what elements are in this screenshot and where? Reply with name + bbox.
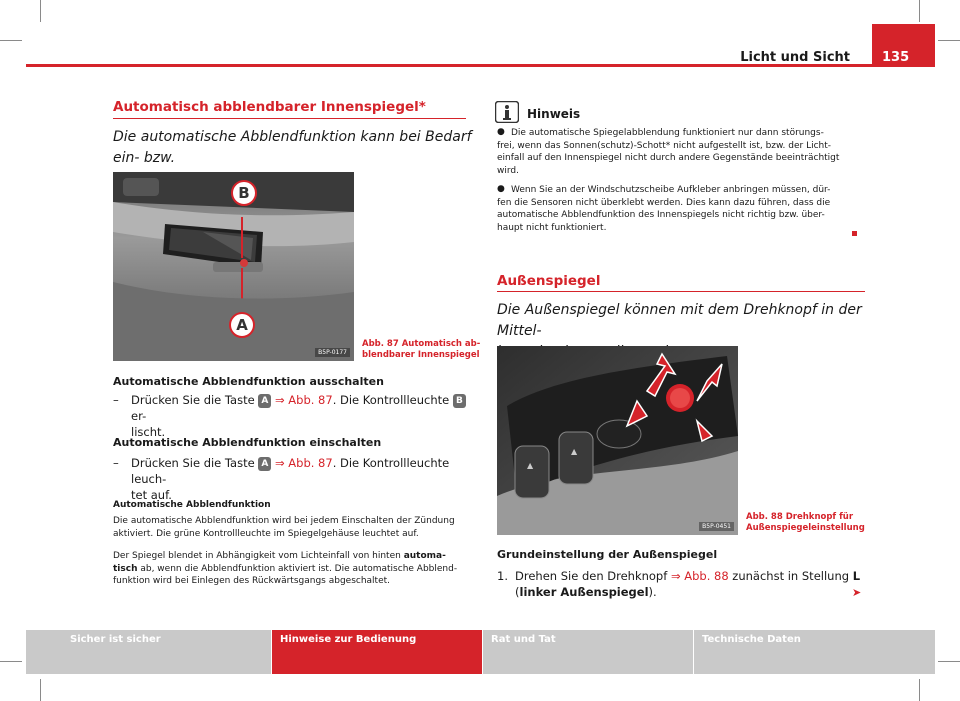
lead-line: Die Außenspiegel können mit dem Drehknopf in der Mittel-: [497, 302, 862, 339]
step-text: Drehen Sie den Drehknopf: [515, 569, 671, 583]
info-paragraph-2: [113, 550, 478, 588]
figure-link[interactable]: ⇒ Abb. 88: [670, 569, 729, 583]
callout-a: A: [229, 312, 255, 338]
note-line: Wenn Sie an der Windschutzscheibe Aufkleber anbringen müssen, dür-: [511, 185, 831, 195]
figure-caption-87: [362, 339, 480, 361]
note-line: frei, wenn das Sonnen(schutz)-Schott* nicht aufgestellt ist, bzw. der Licht-: [497, 140, 832, 151]
crop-mark: [938, 661, 960, 662]
heading-ausschalten: Automatische Abblendfunktion ausschalten: [113, 375, 384, 388]
step-1: [515, 568, 865, 600]
step-ausschalten: [131, 392, 471, 440]
section-rule: [113, 118, 466, 119]
step-text: Drücken Sie die Taste: [131, 393, 259, 407]
note-title: Hinweis: [527, 107, 581, 121]
heading-einschalten: Automatische Abblendfunktion einschalten: [113, 436, 382, 449]
footer-tab-bedienung[interactable]: Hinweise zur Bedienung: [272, 630, 482, 674]
key-a: A: [258, 394, 271, 408]
chapter-title: Licht und Sicht: [740, 50, 850, 65]
note-line: automatische Abblendfunktion des Innenspiegels nicht richtig bzw. über-: [497, 210, 825, 221]
section-title-innenspiegel: Automatisch abblendbarer Innenspiegel*: [113, 99, 426, 115]
crop-mark: [40, 0, 41, 22]
step-text: er-: [131, 409, 147, 423]
info-bold: automa-: [403, 551, 446, 561]
continue-arrow-icon: ➤: [852, 586, 862, 599]
step-text: zunächst in Stellung: [728, 569, 853, 583]
step-dash: –: [113, 393, 119, 407]
section-title-aussenspiegel: Außenspiegel: [497, 273, 601, 289]
step-text: Drücken Sie die Taste: [131, 456, 259, 470]
section-rule: [497, 291, 865, 292]
step-dash: –: [113, 456, 119, 470]
svg-text:▲: ▲: [571, 447, 578, 456]
step-text: . Die Kontrollleuchte: [332, 393, 453, 407]
caption-line: Außenspiegeleinstellung: [746, 523, 865, 533]
svg-text:▲: ▲: [527, 461, 534, 470]
bullet: ●: [497, 184, 505, 194]
info-icon: [495, 101, 519, 123]
crop-mark: [919, 0, 920, 22]
info-line: funktion wird bei Einlegen des Rückwärtsgangs abgeschaltet.: [113, 576, 391, 586]
figure-link[interactable]: ⇒ Abb. 87: [271, 456, 333, 470]
crop-mark: [0, 661, 22, 662]
footer-tab-technik[interactable]: Technische Daten: [694, 630, 935, 674]
step-number: 1.: [497, 569, 508, 583]
caption-line: Abb. 88 Drehknopf für: [746, 512, 854, 522]
step-text: lischt.: [131, 425, 166, 439]
step-einschalten: [131, 455, 471, 503]
end-marker: [852, 231, 857, 236]
crop-mark: [938, 40, 960, 41]
figure-innenspiegel: [113, 172, 354, 361]
callout-b: B: [231, 180, 257, 206]
footer-tab-rat[interactable]: Rat und Tat: [483, 630, 693, 674]
info-text: ab, wenn die Abblendfunktion aktiviert ist. Die automatische Abblend-: [137, 563, 458, 574]
heading-grundeinstellung: Grundeinstellung der Außenspiegel: [497, 548, 718, 561]
step-text: . Die Kontrollleuchte leuch-: [131, 456, 450, 486]
key-b: B: [453, 394, 466, 408]
info-text: Der Spiegel blendet in Abhängigkeit vom Lichteinfall von hinten: [113, 551, 404, 561]
info-bold: tisch: [113, 563, 138, 574]
crop-mark: [919, 679, 920, 701]
note-line: fen die Sensoren nicht überklebt werden. Dies kann dazu führen, dass die: [497, 197, 831, 208]
knob-illustration: [497, 346, 738, 535]
figure-caption-88: [746, 512, 865, 534]
note-item-1: [497, 127, 862, 177]
figure-code: B5P-0177: [315, 348, 350, 357]
caption-line: Abb. 87 Automatisch ab-: [362, 339, 481, 349]
step-text: ).: [648, 585, 657, 599]
page-number: 135: [882, 50, 910, 65]
info-paragraph: [113, 515, 473, 540]
note-line: einfall auf den Innenspiegel nicht durch andere Gegenstände beeinträchtigt: [497, 153, 840, 164]
step-bold: linker Außenspiegel: [519, 585, 649, 599]
note-line: Die automatische Spiegelabblendung funktioniert nur dann störungs-: [511, 128, 824, 138]
caption-line: blendbarer Innenspiegel: [362, 350, 480, 360]
figure-link[interactable]: ⇒ Abb. 87: [271, 393, 333, 407]
step-text: tet auf.: [131, 488, 172, 502]
figure-code: B5P-0451: [699, 522, 734, 531]
heading-info: Automatische Abblendfunktion: [113, 500, 271, 510]
figure-aussenspiegel: [497, 346, 738, 535]
note-item-2: [497, 184, 862, 234]
bullet: ●: [497, 127, 505, 137]
info-line: Die automatische Abblendfunktion wird bei jedem Einschalten der Zündung: [113, 516, 455, 526]
note-line: wird.: [497, 165, 519, 176]
step-text: (: [515, 585, 520, 599]
footer-tab-sicher[interactable]: Sicher ist sicher: [26, 630, 271, 674]
step-bold: L: [852, 569, 861, 583]
lead-line: Die automatische Abblendfunktion kann bei Bedarf ein- bzw.: [113, 129, 472, 166]
note-line: haupt nicht funktioniert.: [497, 222, 607, 233]
info-line: aktiviert. Die grüne Kontrollleuchte im Spiegelgehäuse leuchtet auf.: [113, 528, 419, 539]
crop-mark: [0, 40, 22, 41]
crop-mark: [40, 679, 41, 701]
key-a: A: [258, 457, 271, 471]
